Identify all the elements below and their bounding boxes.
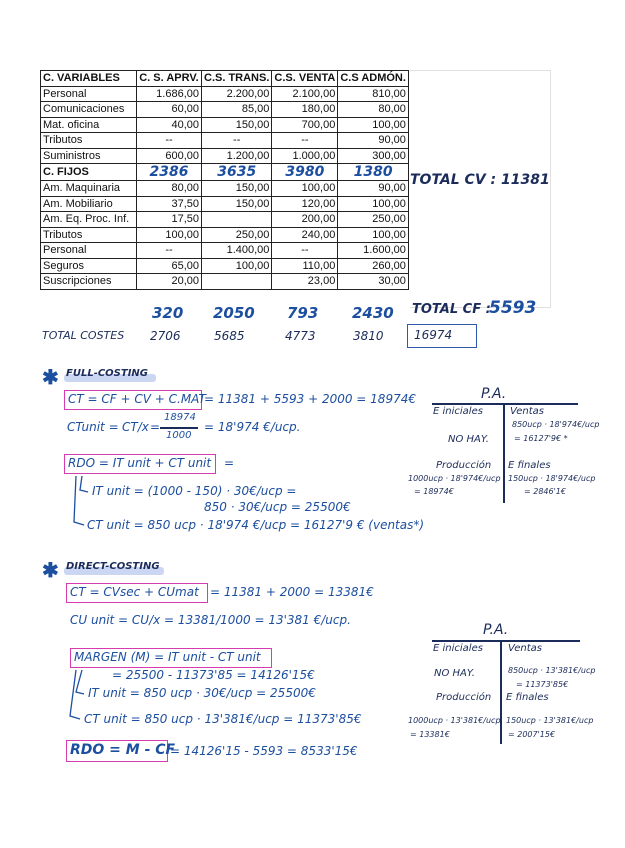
full-costing-title: FULL-COSTING (66, 368, 149, 379)
table-cell: Comunicaciones (41, 102, 137, 118)
table-cell: 2.100,00 (272, 86, 338, 102)
total-costes-label: TOTAL COSTES (42, 329, 125, 342)
table-cell: 80,00 (338, 102, 409, 118)
table-cell: 80,00 (137, 181, 202, 197)
header-cell: C. VARIABLES (41, 71, 137, 87)
grand-total-value: 16974 (414, 328, 453, 342)
pa-title: P.A. (481, 386, 507, 402)
table-cell: 250,00 (202, 227, 272, 243)
table-cell: Suscripciones (41, 274, 137, 290)
pa-value: NO HAY. (434, 668, 475, 679)
table-cell: 260,00 (338, 258, 409, 274)
rdo-formula: RDO = IT unit + CT unit (68, 456, 212, 470)
table-cell: 1.200,00 (202, 148, 272, 164)
pa-value: 850ucp · 18'974€/ucp (512, 420, 600, 429)
ct-unit-line: CT unit = 850 ucp · 13'381€/ucp = 11373'85€ (84, 712, 362, 726)
table-cell: 150,00 (202, 117, 272, 133)
table-cell: 300,00 (338, 148, 409, 164)
ct-calc: = 11381 + 5593 + 2000 = 18974€ (204, 392, 416, 406)
table-cell: 120,00 (272, 196, 338, 212)
table-cell: 65,00 (137, 258, 202, 274)
total-cf-label: TOTAL CF : (412, 302, 491, 317)
table-cell: 1.400,00 (202, 243, 272, 259)
pa-label: E iniciales (433, 643, 483, 654)
pa-value: = 2846'1€ (524, 487, 566, 496)
header-cell: C. S. APRV. (137, 71, 202, 87)
handwritten-cv-total: 1380 (338, 164, 409, 181)
it-unit-line: IT unit = (1000 - 150) · 30€/ucp = (92, 484, 297, 498)
pa-value: 150ucp · 13'381€/ucp (506, 716, 594, 725)
table-cell: Seguros (41, 258, 137, 274)
table-cell: 100,00 (338, 227, 409, 243)
table-cell: 700,00 (272, 117, 338, 133)
cf-column-total: 2430 (352, 304, 394, 322)
table-cell: Suministros (41, 148, 137, 164)
rdo-formula: RDO = M - CF (70, 742, 176, 758)
total-cv-note: TOTAL CV : 11381 (410, 172, 550, 188)
table-cell: 810,00 (338, 86, 409, 102)
ct-formula: CT = CVsec + CUmat (70, 585, 199, 599)
pa-label: E finales (508, 460, 551, 471)
table-cell: Tributos (41, 227, 137, 243)
header-cell: C.S. TRANS. (202, 71, 272, 87)
table-cell: 240,00 (272, 227, 338, 243)
table-cell: 17,50 (137, 212, 202, 228)
pa-title: P.A. (483, 622, 509, 638)
table-cell: 150,00 (202, 196, 272, 212)
table-cell: Mat. oficina (41, 117, 137, 133)
it-unit-line-2: 850 · 30€/ucp = 25500€ (204, 500, 351, 514)
pa-label: Producción (436, 692, 492, 703)
arrow-to-ct (74, 476, 84, 525)
ct-unit-lhs: CTunit = (67, 420, 119, 434)
rdo-calc: = 14126'15 - 5593 = 8533'15€ (170, 744, 358, 758)
table-cell: 23,00 (272, 274, 338, 290)
cu-unit-line: CU unit = CU/x = 13381/1000 = 13'381 €/ucp. (70, 613, 351, 627)
table-cell: 1.686,00 (137, 86, 202, 102)
arrow-to-it (80, 476, 88, 492)
table-cell: 30,00 (338, 274, 409, 290)
it-unit-line: IT unit = 850 ucp · 30€/ucp = 25500€ (88, 686, 316, 700)
arrow-to-ct (70, 670, 80, 719)
table-cell: 85,00 (202, 102, 272, 118)
table-cell: 180,00 (272, 102, 338, 118)
pa-label: Ventas (508, 643, 543, 654)
table-cell: 90,00 (338, 133, 409, 149)
table-cell: 37,50 (137, 196, 202, 212)
pa-label: E iniciales (433, 406, 483, 417)
handwritten-cv-total: 2386 (137, 164, 202, 181)
handwritten-cv-total: 3635 (202, 164, 272, 181)
table-cell: Am. Eq. Proc. Inf. (41, 212, 137, 228)
table-cell: 100,00 (338, 117, 409, 133)
table-cell: Am. Maquinaria (41, 181, 137, 197)
table-cell: 20,00 (137, 274, 202, 290)
ct-unit-sales-line: CT unit = 850 ucp · 18'974 €/ucp = 16127'9 € (ventas*) (87, 518, 425, 532)
table-cell: 150,00 (202, 181, 272, 197)
total-cf-value: 5593 (489, 298, 537, 318)
table-cell: Personal (41, 86, 137, 102)
table-cell: -- (202, 133, 272, 149)
pa-value: = 11373'85€ (516, 680, 569, 689)
margen-calc: = 25500 - 11373'85 = 14126'15€ (112, 668, 315, 682)
ct-formula: CT = CF + CV + C.MAT (68, 392, 206, 406)
pa-value: = 2007'15€ (508, 730, 556, 739)
total-costes-value: 4773 (285, 329, 316, 343)
ct-unit-numerator: 18974 (164, 412, 196, 423)
ct-unit-eq: = (150, 420, 161, 434)
table-cell: Tributos (41, 133, 137, 149)
table-cell: 100,00 (137, 227, 202, 243)
pa-label: Ventas (510, 406, 545, 417)
pa-value: 150ucp · 18'974€/ucp (508, 474, 596, 483)
total-costes-value: 2706 (150, 329, 181, 343)
direct-costing-title: DIRECT-COSTING (66, 561, 160, 572)
cf-column-total: 793 (287, 304, 319, 322)
ct-unit-denominator: 1000 (166, 430, 192, 441)
rdo-eq: = (224, 456, 235, 470)
total-costes-value: 5685 (214, 329, 245, 343)
table-cell: 40,00 (137, 117, 202, 133)
pa-value: 1000ucp · 18'974€/ucp (408, 474, 501, 483)
table-cell: 600,00 (137, 148, 202, 164)
table-cell: 1.000,00 (272, 148, 338, 164)
table-cell: 2.200,00 (202, 86, 272, 102)
pa-value: = 16127'9€ * (514, 434, 568, 443)
table-cell: 100,00 (272, 181, 338, 197)
pa-label: E finales (506, 692, 549, 703)
table-cell: 90,00 (338, 181, 409, 197)
pa-value: = 18974€ (414, 487, 454, 496)
cf-column-total: 2050 (213, 304, 255, 322)
ct-unit-result: = 18'974 €/ucp. (204, 420, 301, 434)
cf-column-total: 320 (152, 304, 184, 322)
header-cell: C.S ADMÓN. (338, 71, 409, 87)
table-cell: 1.600,00 (338, 243, 409, 259)
table-cell: -- (137, 133, 202, 149)
arrow-to-it (76, 670, 84, 694)
pa-value: = 13381€ (410, 730, 450, 739)
pa-value: 850ucp · 13'381€/ucp (508, 666, 596, 675)
pa-value: NO HAY. (448, 434, 489, 445)
ct-calc: = 11381 + 2000 = 13381€ (210, 585, 374, 599)
margen-formula: MARGEN (M) = IT unit - CT unit (74, 650, 261, 664)
star-icon: ✱ (42, 560, 59, 582)
table-cell: 60,00 (137, 102, 202, 118)
table-cell: 250,00 (338, 212, 409, 228)
star-icon: ✱ (42, 367, 59, 389)
handwritten-cv-total: 3980 (272, 164, 338, 181)
ct-unit-frac: CT/x (122, 420, 149, 434)
table-cell: 200,00 (272, 212, 338, 228)
header-cell: C.S. VENTA (272, 71, 338, 87)
pa-label: Producción (436, 460, 492, 471)
table-cell: -- (272, 133, 338, 149)
fijos-label: C. FIJOS (41, 164, 137, 181)
total-costes-value: 3810 (353, 329, 384, 343)
table-cell: Am. Mobiliario (41, 196, 137, 212)
table-cell: -- (137, 243, 202, 259)
pa-value: 1000ucp · 13'381€/ucp (408, 716, 501, 725)
table-cell: Personal (41, 243, 137, 259)
table-cell: 110,00 (272, 258, 338, 274)
table-cell: -- (272, 243, 338, 259)
table-cell: 100,00 (338, 196, 409, 212)
table-cell: 100,00 (202, 258, 272, 274)
